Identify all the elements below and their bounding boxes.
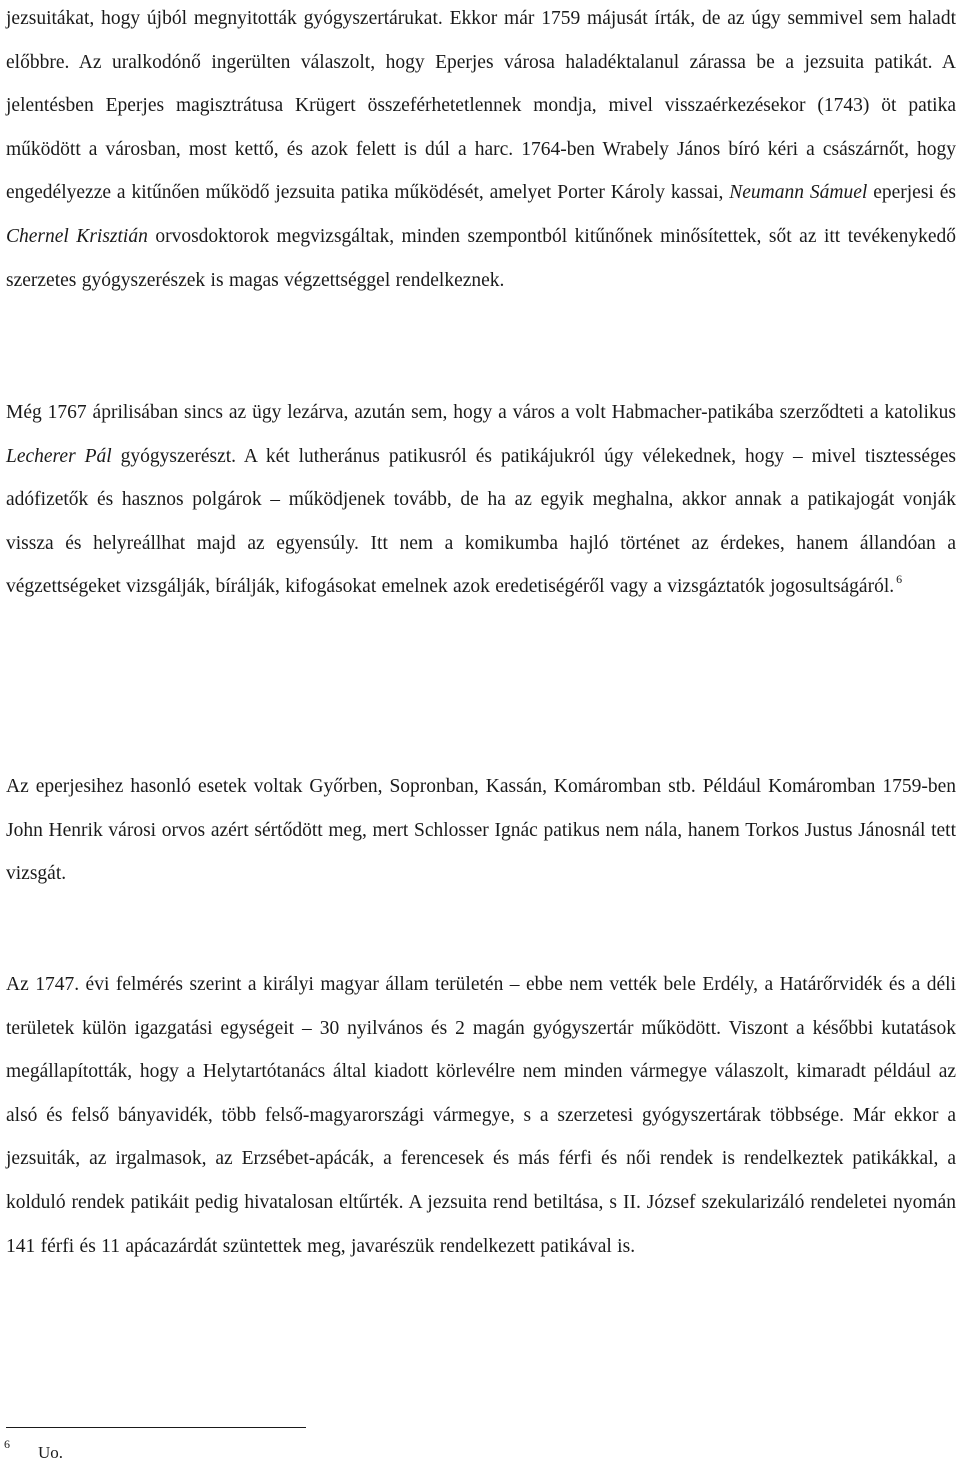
paragraph-text: gyógyszerészt. A két lutheránus patikusról és patikájukról úgy vélekednek, hogy – mivel tisztességes adófizetők és hasznos polgárok – működjenek tovább, de ha az egyik meghalna, akkor annak a patikajogát vonják vissza és helyreállhat majd az egyensúly. Itt nem a komikumba hajló történet az érdekes, hanem állandóan a végzettségeket vizsgálják, bírálják, kifogásokat emelnek azok eredetiségéről vagy a vizsgáztatók jogosultságáról.	[6, 445, 957, 598]
paragraph-text: Az eperjesihez hasonló esetek voltak Győrben, Sopronban, Kassán, Komáromban stb. Például Komáromban 1759-ben John Henrik városi orvos azért sértődött meg, mert Schlosser Ignác patikus nem nála, hanem Torkos Justus Jánosnál tett vizsgát.	[6, 776, 956, 885]
paragraph	[6, 963, 956, 1268]
italic-name: Chernel Krisztián	[6, 225, 148, 247]
paragraph	[6, 765, 956, 896]
italic-name: Neumann Sámuel	[729, 182, 868, 204]
italic-name: Lecherer Pál	[6, 445, 112, 467]
paragraph-text: eperjesi és	[867, 182, 956, 204]
paragraph-text: jezsuitákat, hogy újból megnyitották gyógyszertárukat. Ekkor már 1759 májusát írták, de az úgy semmivel sem haladt előbbre. Az uralkodónő ingerülten válaszolt, hogy Eperjes városa haladéktalanul zárassa be a jezsuita patikát. A jelentésben Eperjes magisztrátusa Krügert összeférhetetlennek mondja, mivel visszaérkezésekor (1743) öt patika működött a városban, most kettő, és azok felett is dúl a harc. 1764-ben Wrabely János bíró kéri a császárnőt, hogy engedélyezze a kitűnően működő jezsuita patika működését, amelyet Porter Károly kassai,	[6, 8, 956, 204]
paragraph-text: orvosdoktorok megvizsgáltak, minden szempontból kitűnőnek minősítettek, sőt az itt tevékenykedő szerzetes gyógyszerészek is magas végzettséggel rendelkeznek.	[6, 225, 956, 291]
footnote-marker: 6	[4, 1437, 10, 1451]
paragraph-text: Még 1767 áprilisában sincs az ügy lezárva, azután sem, hogy a város a volt Habmacher-patikába szerződteti a katolikus	[6, 402, 956, 423]
footnote-text: Uo.	[38, 1443, 64, 1462]
footnote-reference: 6	[896, 572, 903, 587]
footnote-divider	[6, 1427, 306, 1428]
paragraph-text: Az 1747. évi felmérés szerint a királyi magyar állam területén – ebbe nem vették bele Erdély, a Határőrvidék és a déli területek külön igazgatási egységeit – 30 nyilvános és 2 magán gyógyszertár működött. Viszont a későbbi kutatások megállapították, hogy a Helytartótanács által kiadott körlevélre nem minden vármegye válaszolt, kimaradt például az alsó és felső bányavidék, több felső-magyarországi vármegye, s a szerzetesi gyógyszertárak többsége. Már ekkor a jezsuiták, az irgalmasok, az Erzsébet-apácák, a ferencesek és más férfi és női rendek is rendelkeztek patikákkal, a kolduló rendek patikáit pedig hivatalosan eltűrték. A jezsuita rend betiltása, s II. József szekularizáló rendeletei nyomán 141 férfi és 11 apácazárdát szüntettek meg, javarészük rendelkezett patikával is.	[6, 974, 956, 1257]
paragraph	[6, 0, 956, 302]
paragraph	[6, 391, 956, 609]
